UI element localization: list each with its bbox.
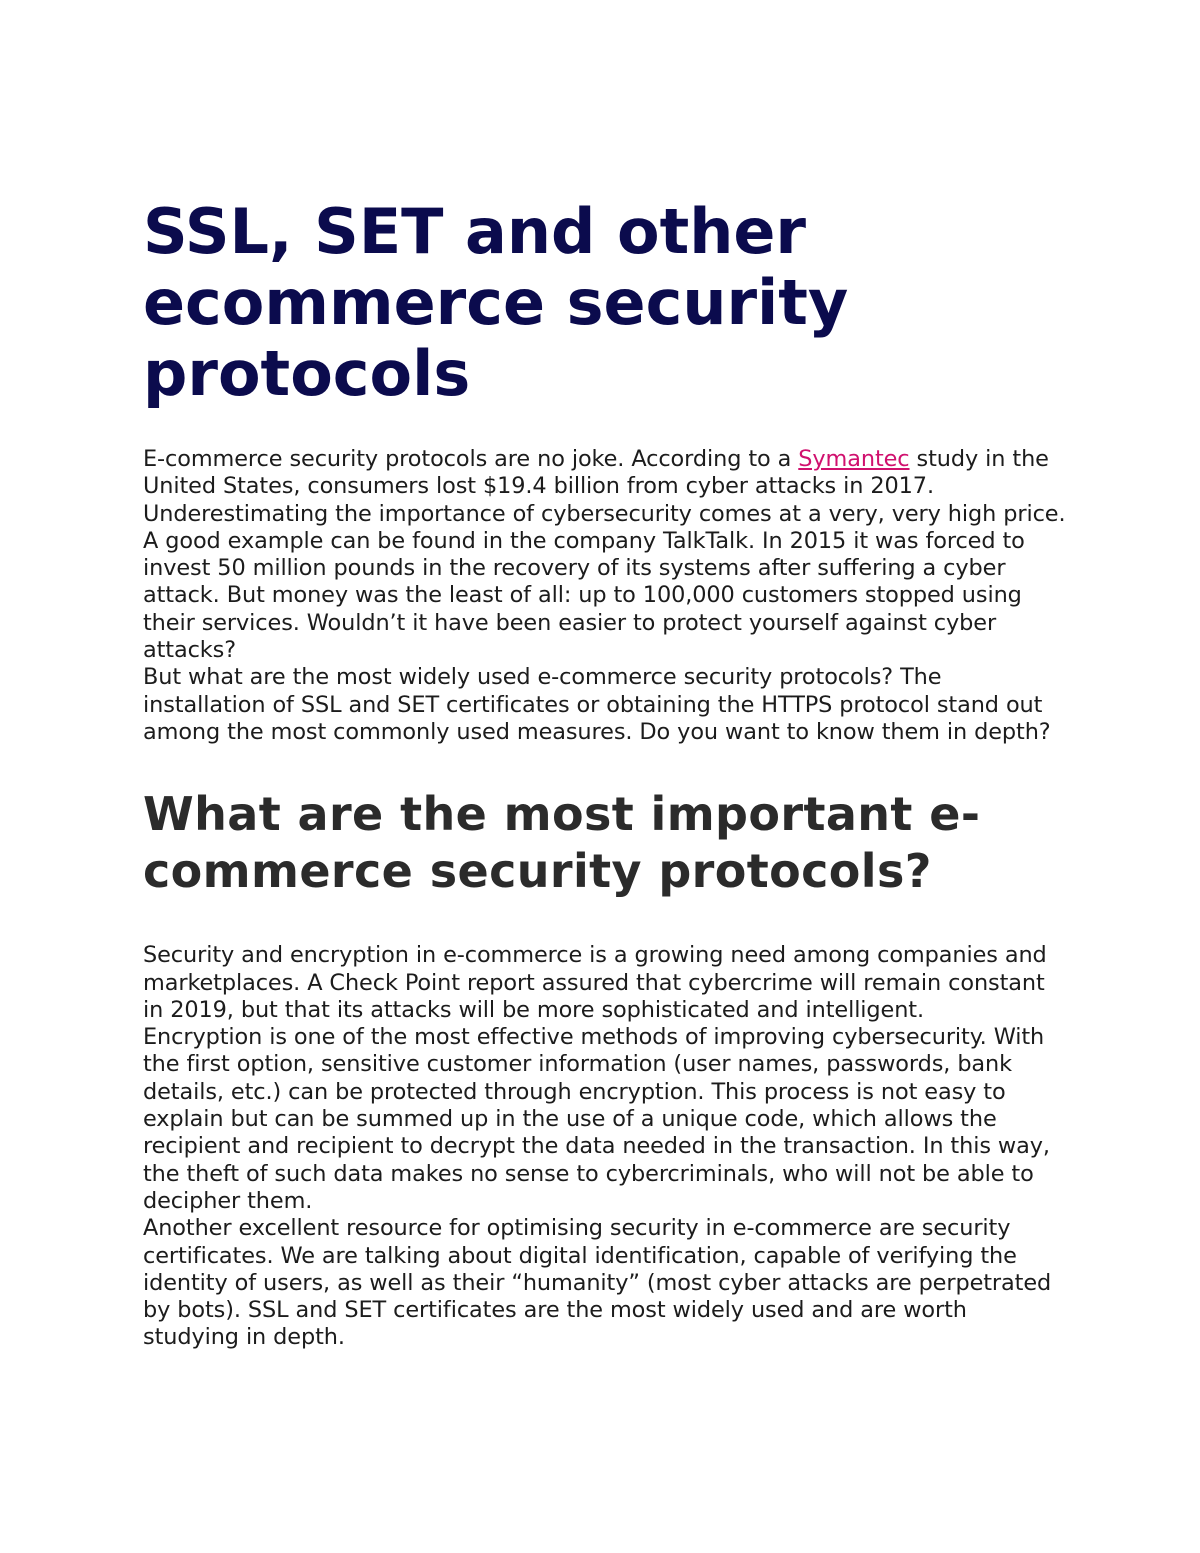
intro-text-before-link: E-commerce security protocols are no joke. According to a bbox=[143, 446, 799, 472]
paragraph-protocols-question: But what are the most widely used e-commerce security protocols? The installation of SSL and SET certificates or obtaining the HTTPS protocol stand out among the most commonly used measures. Do you want to know them in depth? bbox=[143, 664, 1051, 745]
section-heading: What are the most important e-commerce security protocols? bbox=[143, 787, 981, 899]
paragraph-certificates: Another excellent resource for optimising security in e-commerce are security certificates. We are talking about digital identification, capable of verifying the identity of users, as well as their “humanity” (most cyber attacks are perpetrated by bots). SSL and SET certificates are the most widely used and are worth studying in depth. bbox=[143, 1215, 1052, 1351]
intro-text-after-link: study in the United States, consumers lost $19.4 billion from cyber attacks in 2017. Underestimating the importance of cybersecurity comes at a very, very high price. A good example can be found in the company TalkTalk. In 2015 it was forced to invest 50 million pounds in the recovery of its systems after suffering a cyber attack. But money was the least of all: up to 100,000 customers stopped using their services. Wouldn’t it have been easier to protect yourself against cyber attacks? bbox=[143, 446, 1066, 664]
intro-paragraph bbox=[143, 446, 1068, 664]
document-body bbox=[143, 196, 1068, 1352]
document-title: SSL, SET and other ecommerce security protocols bbox=[143, 195, 849, 410]
paragraph-security-encryption: Security and encryption in e-commerce is a growing need among companies and marketplaces. A Check Point report assured that cybercrime will remain constant in 2019, but that its attacks will be more sophisticated and intelligent. bbox=[143, 942, 1047, 1023]
symantec-link[interactable]: Symantec bbox=[798, 446, 910, 472]
paragraph-encryption: Encryption is one of the most effective methods of improving cybersecurity. With the first option, sensitive customer information (user names, passwords, bank details, etc.) can be protected through encryption. This process is not easy to explain but can be summed up in the use of a unique code, which allows the recipient and recipient to decrypt the data needed in the transaction. In this way, the theft of such data makes no sense to cybercriminals, who will not be able to decipher them. bbox=[143, 1024, 1050, 1214]
